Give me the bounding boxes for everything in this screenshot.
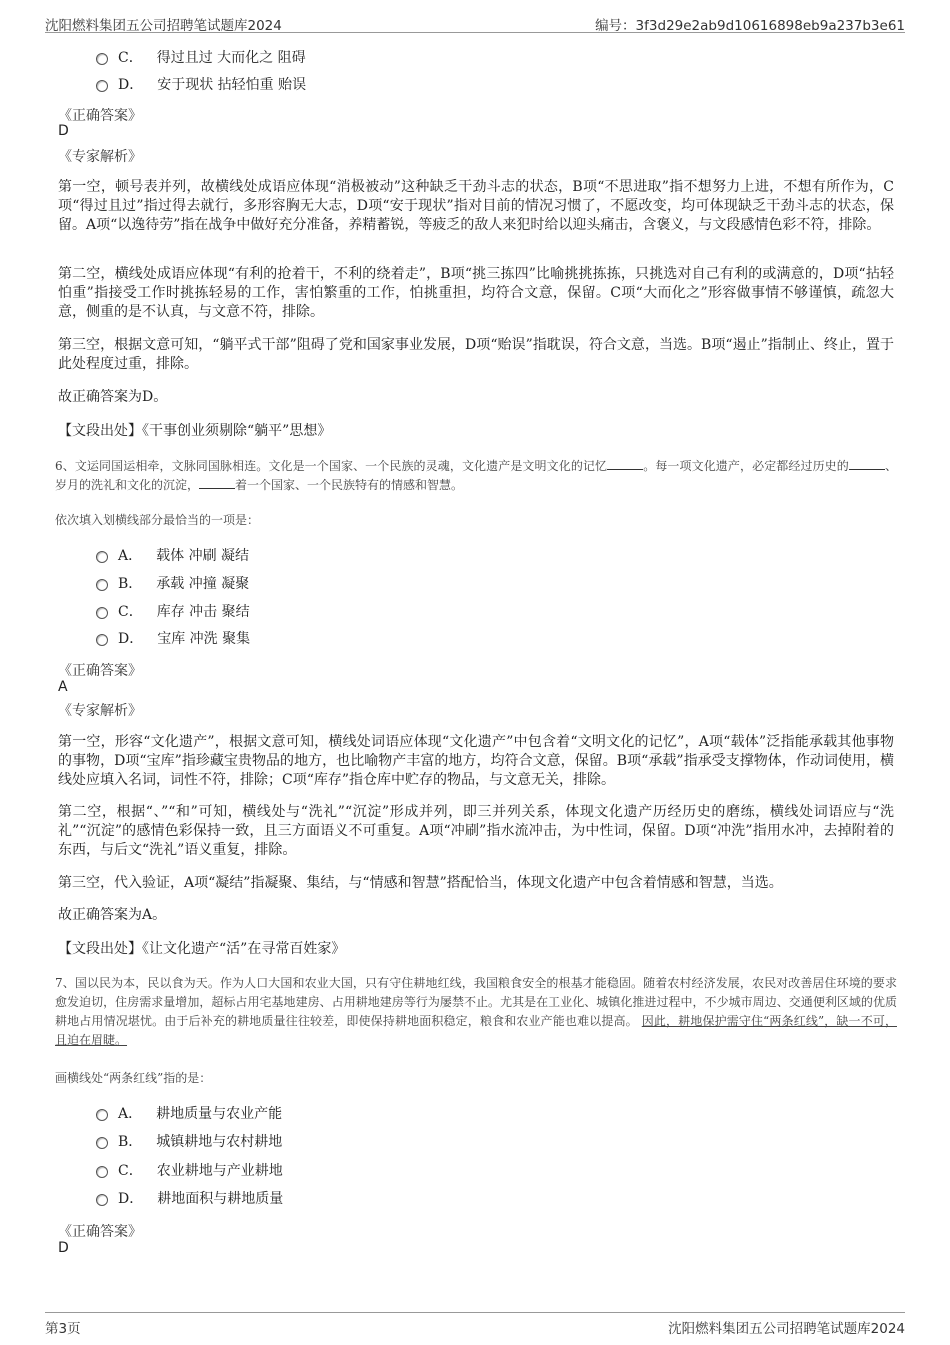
option-text: 承载 冲撞 凝聚 [156,576,250,592]
q5-answer-label: 《正确答案》 [58,108,142,124]
q6-analysis-para-3: 第三空，代入验证，A项“凝结”指凝聚、集结，与“情感和智慧”搭配恰当，体现文化遗产中包含着情感和智慧，当选。 [58,875,783,891]
radio-icon[interactable] [96,551,108,563]
q5-option-c[interactable] [96,47,306,67]
page-number: 第3页 [45,1321,81,1337]
q7-answer: D [58,1240,69,1256]
q6-analysis-para-1: 第一空，形容“文化遗产”，根据文意可知，横线处词语应体现“文化遗产”中包含着“文明文化的记忆”，A项“载体”泛指能承载其他事物的事物，D项“宝库”指珍藏宝贵物品的地方，也比喻物产丰富的地方，均符合文意，保留。B项“承载”指承受支撑物体，作动词使用，横线处应填入名词，词性不符，排除；C项“库存”指仓库中贮存的物品，与文意无关，排除。 [58,734,894,788]
option-text: 耕地面积与耕地质量 [157,1191,284,1207]
q6-stem-part-c: 、岁月的洗礼和文化的沉淀， [55,459,897,492]
radio-icon[interactable] [96,1194,108,1206]
q7-prompt: 画横线处“两条红线”指的是： [55,1071,212,1085]
option-letter: B． [118,1134,143,1150]
header-title: 沈阳燃料集团五公司招聘笔试题库2024 [45,18,282,34]
radio-icon[interactable] [96,579,108,591]
q7-underlined-sentence: 因此，耕地保护需守住“两条红线”，缺一不可，且迫在眉睫。 [55,1014,897,1047]
q6-analysis-conclusion: 故正确答案为A。 [58,907,167,923]
q5-analysis-para-3: 第三空，根据文意可知，“躺平式干部”阻碍了党和国家事业发展，D项“贻误”指耽误，符合文意，当选。B项“遏止”指制止、终止，置于此处程度过重，排除。 [58,337,894,372]
radio-icon[interactable] [96,607,108,619]
option-letter: D． [118,77,144,93]
q7-option-d[interactable] [96,1188,283,1208]
q5-analysis-para-1: 第一空，顿号表并列，故横线处成语应体现“消极被动”这种缺乏干劲斗志的状态，B项“不思进取”指不想努力上进，不想有所作为，C项“得过且过”指过得去就行，多形容胸无大志，D项“安于现状”指对目前的情况习惯了，不愿改变，均可体现缺乏干劲斗志的状态，保留。A项“以逸待劳”指在战争中做好充分准备，养精蓄锐，等疲乏的敌人来犯时给以迎头痛击，含褒义，与文段感情色彩不符，排除。 [58,179,894,233]
option-letter: C． [118,50,143,66]
radio-icon[interactable] [96,1137,108,1149]
q6-option-b[interactable] [96,573,249,593]
radio-icon[interactable] [96,1166,108,1178]
q5-analysis-label: 《专家解析》 [58,149,142,165]
option-letter: A． [118,1106,143,1122]
q6-stem-part-d: 着一个国家、一个民族特有的情感和智慧。 [235,478,464,492]
blank-2 [849,457,885,470]
q5-option-d[interactable] [96,74,306,94]
q7-stem-text: 7、国以民为本，民以食为天。作为人口大国和农业大国，只有守住耕地红线，我国粮食安全的根基才能稳固。随着农村经济发展，农民对改善居住环境的要求愈发迫切，住房需求量增加，超标占用宅基地建房、占用耕地建房等行为屡禁不止。尤其是在工业化、城镇化推进过程中，不少城市周边、交通便利区域的优质耕地占用情况堪忧。由于后补充的耕地质量往往较差，即使保持耕地面积稳定，粮食和农业产能也难以提高。 [55,976,897,1028]
blank-3 [199,476,235,489]
option-letter: C． [118,604,143,620]
q6-source: 【文段出处】《让文化遗产“活”在寻常百姓家》 [58,941,346,957]
q5-source: 【文段出处】《干事创业须剔除“躺平”思想》 [58,423,332,439]
q5-analysis-para-2: 第二空，横线处成语应体现“有利的抢着干，不利的绕着走”，B项“挑三拣四”比喻挑挑拣拣，只挑选对自己有利的或满意的，D项“拈轻怕重”指接受工作时挑拣轻易的工作，害怕繁重的工作，怕挑重担，均符合文意，保留。C项“大而化之”形容做事情不够谨慎，疏忽大意，侧重的是不认真，与文意不符，排除。 [58,266,894,320]
option-letter: D． [118,1191,144,1207]
q6-stem [55,457,897,495]
q7-option-b[interactable] [96,1131,282,1151]
footer-title: 沈阳燃料集团五公司招聘笔试题库2024 [668,1321,905,1337]
option-text: 宝库 冲洗 聚集 [157,631,251,647]
q6-analysis-label: 《专家解析》 [58,703,142,719]
q7-option-c[interactable] [96,1160,283,1180]
option-text: 安于现状 拈轻怕重 贻误 [157,77,307,93]
option-text: 农业耕地与产业耕地 [156,1163,283,1179]
q6-option-c[interactable] [96,601,250,621]
page-footer [45,1312,905,1335]
q6-option-d[interactable] [96,628,250,648]
q6-stem-part-b: 。每一项文化遗产，必定都经过历史的 [643,459,849,473]
q7-option-a[interactable] [96,1103,282,1123]
q6-answer-label: 《正确答案》 [58,663,142,679]
q6-analysis-para-2: 第二空，根据“、”“和”可知，横线处与“洗礼”“沉淀”形成并列，即三并列关系，体现文化遗产历经历史的磨练，横线处词语应与“洗礼”“沉淀”的感情色彩保持一致，且三方面语义不可重复。A项“冲刷”指水流冲击，为中性词，保留。D项“冲洗”指用水冲，去掉附着的东西，与后文“洗礼”语义重复，排除。 [58,804,894,858]
radio-icon[interactable] [96,1109,108,1121]
q7-answer-label: 《正确答案》 [58,1224,142,1240]
option-letter: D． [118,631,144,647]
option-letter: A． [118,548,143,564]
radio-icon[interactable] [96,53,108,65]
blank-1 [607,457,643,470]
q6-option-a[interactable] [96,545,249,565]
page-header [45,10,905,33]
radio-icon[interactable] [96,80,108,92]
option-letter: C． [118,1163,143,1179]
option-text: 城镇耕地与农村耕地 [156,1134,283,1150]
option-text: 载体 冲刷 凝结 [156,548,250,564]
header-code: 编号：3f3d29e2ab9d10616898eb9a237b3e61 [595,18,905,34]
option-letter: B． [118,576,143,592]
q6-answer: A [58,679,68,695]
option-text: 耕地质量与农业产能 [156,1106,283,1122]
radio-icon[interactable] [96,634,108,646]
option-text: 库存 冲击 聚结 [156,604,250,620]
q5-answer: D [58,123,69,139]
option-text: 得过且过 大而化之 阻碍 [156,50,306,66]
q6-prompt: 依次填入划横线部分最恰当的一项是： [55,513,260,527]
q5-analysis-conclusion: 故正确答案为D。 [58,389,168,405]
q7-stem [55,974,897,1050]
q6-stem-part-a: 6、文运同国运相牵，文脉同国脉相连。文化是一个国家、一个民族的灵魂，文化遗产是文明文化的记忆 [55,459,608,473]
